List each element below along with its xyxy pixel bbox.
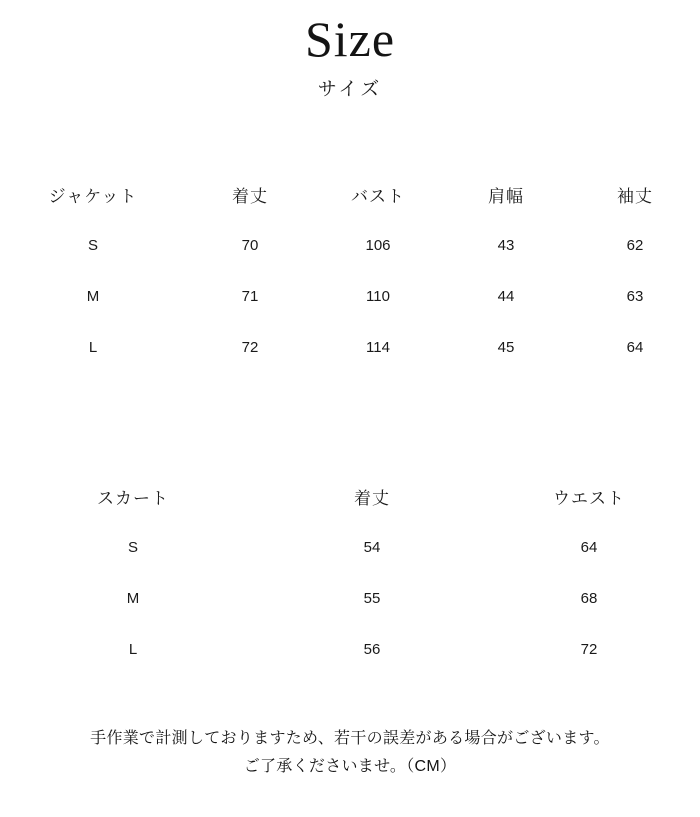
- cell-length: 56: [363, 641, 381, 658]
- disclaimer-line-2: ご了承くださいませ。（CM）: [243, 758, 457, 775]
- column-header-garment: スカート: [97, 488, 169, 508]
- cell-waist: 68: [580, 590, 598, 607]
- cell-bust: 110: [366, 288, 390, 305]
- cell-length: 55: [363, 590, 381, 607]
- column-header-length: 着丈: [354, 488, 390, 508]
- cell-length: 72: [241, 339, 259, 356]
- cell-length: 71: [241, 288, 259, 305]
- jacket-size-table: [0, 168, 700, 373]
- skirt-size-table-block: [0, 470, 700, 675]
- column-header-bust: バスト: [351, 186, 405, 206]
- table-row: [0, 573, 700, 624]
- page-title: Size: [304, 11, 396, 67]
- cell-size: M: [126, 590, 140, 607]
- skirt-size-table: [0, 470, 700, 675]
- disclaimer-line-1: 手作業で計測しておりますため、若干の誤差がある場合がございます。: [90, 730, 610, 747]
- table-header-row: [0, 168, 700, 220]
- cell-size: M: [86, 288, 100, 305]
- cell-sleeve: 62: [626, 237, 644, 254]
- cell-size: L: [128, 641, 138, 658]
- cell-length: 70: [241, 237, 259, 254]
- column-header-waist: ウエスト: [553, 488, 625, 508]
- column-header-garment: ジャケット: [48, 186, 138, 206]
- cell-bust: 114: [366, 339, 390, 356]
- table-row: [0, 220, 700, 271]
- page-header: [0, 0, 700, 101]
- cell-waist: 72: [580, 641, 598, 658]
- table-header-row: [0, 470, 700, 522]
- table-row: [0, 271, 700, 322]
- measurement-disclaimer: [0, 725, 700, 781]
- cell-shoulder: 44: [497, 288, 515, 305]
- cell-size: S: [87, 237, 98, 254]
- cell-sleeve: 63: [626, 288, 644, 305]
- cell-size: S: [127, 539, 138, 556]
- column-header-sleeve: 袖丈: [617, 186, 653, 206]
- cell-shoulder: 43: [497, 237, 515, 254]
- page-subtitle: サイズ: [317, 79, 383, 100]
- table-row: [0, 522, 700, 573]
- cell-bust: 106: [365, 237, 391, 254]
- table-row: [0, 322, 700, 373]
- cell-size: L: [88, 339, 98, 356]
- cell-length: 54: [363, 539, 381, 556]
- cell-sleeve: 64: [626, 339, 644, 356]
- column-header-length: 着丈: [232, 186, 268, 206]
- cell-waist: 64: [580, 539, 598, 556]
- column-header-shoulder: 肩幅: [488, 186, 524, 206]
- cell-shoulder: 45: [497, 339, 515, 356]
- table-row: [0, 624, 700, 675]
- jacket-size-table-block: [0, 168, 700, 373]
